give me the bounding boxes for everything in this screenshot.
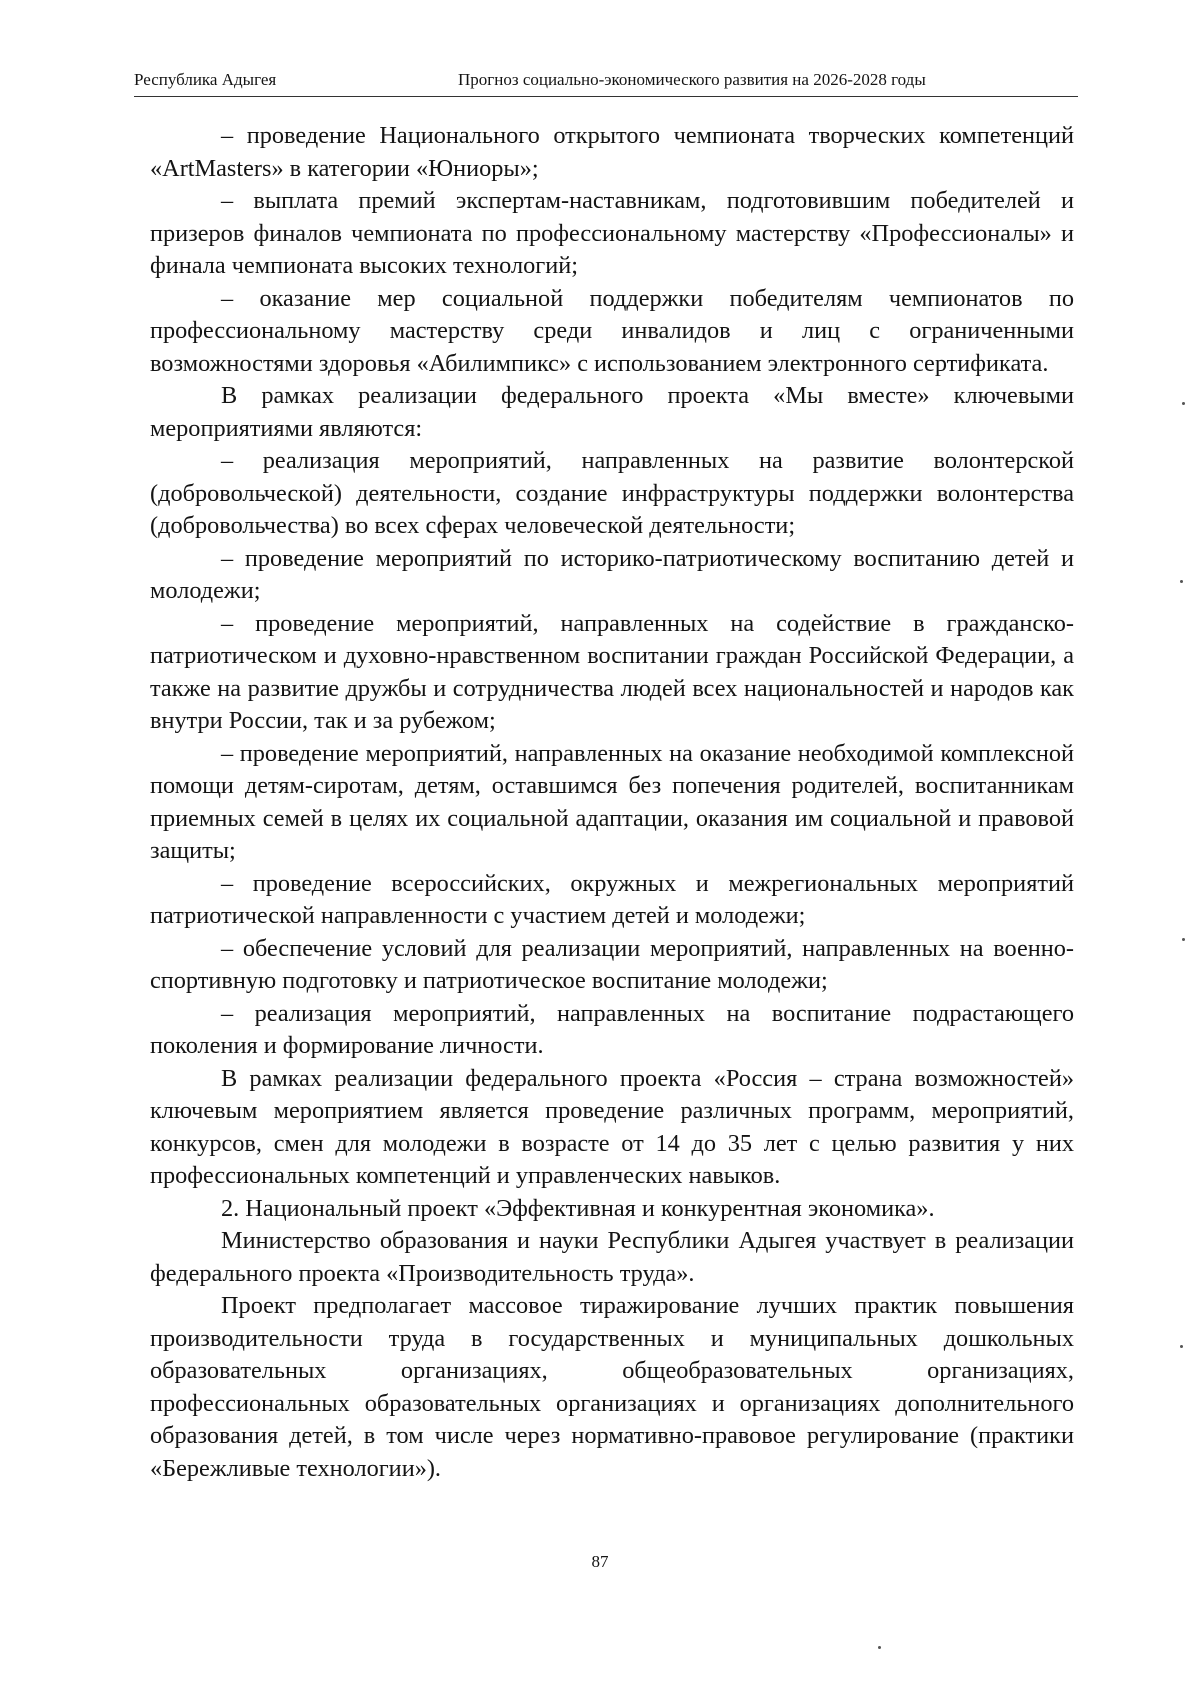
running-header	[134, 62, 1078, 97]
paragraph: – выплата премий экспертам-наставникам, подготовившим победителей и призеров финалов чемпионата по профессиональному мастерству «Профессионалы» и финала чемпионата высоких технологий;	[150, 187, 1074, 279]
document-body	[150, 120, 1074, 1485]
paragraph: – проведение мероприятий, направленных на содействие в гражданско-патриотическом и духовно-нравственном воспитании граждан Российской Федерации, а также на развитие дружбы и сотрудничества людей всех национальностей и народов как внутри России, так и за рубежом;	[150, 609, 1074, 734]
header-document-title: Прогноз социально-экономического развития на 2026-2028 годы	[458, 70, 926, 89]
scan-speck	[1182, 938, 1185, 941]
paragraph: – проведение Национального открытого чемпионата творческих компетенций «ArtMasters» в категории «Юниоры»;	[150, 122, 1074, 182]
paragraph: Проект предполагает массовое тиражирование лучших практик повышения производительности труда в государственных и муниципальных дошкольных образовательных организациях, общеобразовательных организациях, профессиональных образовательных организациях и организациях дополнительного образования детей, в том числе через нормативно-правовое регулирование (практики «Бережливые технологии»).	[150, 1292, 1074, 1482]
paragraph: – проведение всероссийских, окружных и межрегиональных мероприятий патриотической направленности с участием детей и молодежи;	[150, 869, 1074, 929]
paragraph: – проведение мероприятий, направленных на оказание необходимой комплексной помощи детям-сиротам, детям, оставшимся без попечения родителей, воспитанникам приемных семей в целях их социальной адаптации, оказания им социальной и правовой защиты;	[150, 739, 1074, 864]
section-heading: 2. Национальный проект «Эффективная и конкурентная экономика».	[221, 1194, 935, 1222]
scan-speck	[1180, 580, 1183, 583]
paragraph: – обеспечение условий для реализации мероприятий, направленных на военно-спортивную подготовку и патриотическое воспитание молодежи;	[150, 934, 1074, 994]
paragraph: – проведение мероприятий по историко-патриотическому воспитанию детей и молодежи;	[150, 544, 1074, 604]
page-number: 87	[591, 1552, 609, 1571]
paragraph: – оказание мер социальной поддержки победителям чемпионатов по профессиональному мастерству среди инвалидов и лиц с ограниченными возможностями здоровья «Абилимпикс» с использованием электронного сертификата.	[150, 284, 1074, 377]
header-region: Республика Адыгея	[134, 70, 277, 89]
paragraph: В рамках реализации федерального проекта «Россия – страна возможностей» ключевым мероприятием является проведение различных программ, мероприятий, конкурсов, смен для молодежи в возрасте от 14 до 35 лет с целью развития у них профессиональных компетенций и управленческих навыков.	[150, 1064, 1074, 1189]
scan-speck	[1180, 1345, 1183, 1348]
paragraph: В рамках реализации федерального проекта «Мы вместе» ключевыми мероприятиями являются:	[150, 382, 1074, 442]
paragraph: Министерство образования и науки Республики Адыгея участвует в реализации федерального проекта «Производительность труда».	[150, 1227, 1074, 1287]
scan-speck	[1182, 402, 1185, 405]
scan-speck	[878, 1646, 881, 1649]
paragraph: – реализация мероприятий, направленных на развитие волонтерской (добровольческой) деятельности, создание инфраструктуры поддержки волонтерства (добровольчества) во всех сферах человеческой деятельности;	[150, 447, 1074, 539]
paragraph: – реализация мероприятий, направленных на воспитание подрастающего поколения и формирование личности.	[150, 999, 1074, 1059]
